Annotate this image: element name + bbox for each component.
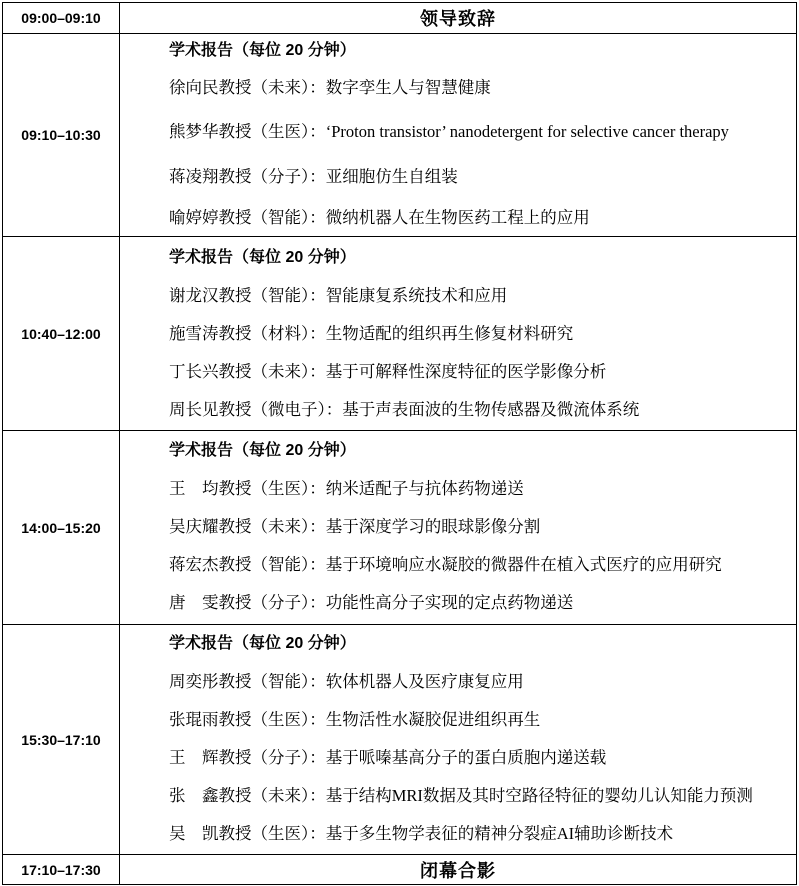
schedule-row	[3, 237, 796, 431]
session-title: 闭幕合影	[420, 860, 496, 881]
talk-item: 喻婷婷教授（智能）：微纳机器人在生物医药工程上的应用	[169, 208, 590, 227]
schedule-row	[3, 34, 796, 237]
session-heading: 学术报告（每位 20 分钟）	[169, 635, 356, 652]
time-cell: 09:10–10:30	[3, 34, 120, 236]
content-cell	[120, 34, 796, 236]
content-cell	[120, 431, 796, 624]
talk-item: 张琨雨教授（生医）：生物活性水凝胶促进组织再生	[169, 710, 541, 729]
talk-item: 蒋宏杰教授（智能）：基于环境响应水凝胶的微器件在植入式医疗的应用研究	[169, 555, 722, 574]
time-cell: 14:00–15:20	[3, 431, 120, 624]
talk-item: 周奕彤教授（智能）：软体机器人及医疗康复应用	[169, 672, 524, 691]
session-title: 领导致辞	[420, 9, 496, 29]
schedule-row	[3, 431, 796, 625]
talk-item: 吴庆耀教授（未来）：基于深度学习的眼球影像分割	[169, 517, 541, 536]
time-cell: 15:30–17:10	[3, 625, 120, 854]
talk-item: 唐 雯教授（分子）：功能性高分子实现的定点药物递送	[169, 593, 574, 612]
session-heading: 学术报告（每位 20 分钟）	[169, 442, 356, 459]
session-heading: 学术报告（每位 20 分钟）	[169, 249, 356, 266]
talk-item: 王 辉教授（分子）：基于哌嗪基高分子的蛋白质胞内递送载	[169, 748, 607, 767]
schedule-row	[3, 625, 796, 855]
content-cell	[120, 237, 796, 430]
time-cell: 10:40–12:00	[3, 237, 120, 430]
talk-item: 丁长兴教授（未来）：基于可解释性深度特征的医学影像分析	[169, 362, 607, 381]
schedule-row	[3, 855, 796, 884]
schedule-row	[3, 3, 796, 34]
talk-item: 施雪涛教授（材料）：生物适配的组织再生修复材料研究	[169, 324, 574, 343]
talk-item: 谢龙汉教授（智能）：智能康复系统技术和应用	[169, 286, 508, 305]
content-cell	[120, 625, 796, 854]
talk-item: 周长见教授（微电子）：基于声表面波的生物传感器及微流体系统	[169, 400, 640, 419]
talk-item: 张 鑫教授（未来）：基于结构MRI数据及其时空路径特征的婴幼儿认知能力预测	[169, 786, 753, 805]
session-heading: 学术报告（每位 20 分钟）	[169, 42, 356, 59]
talk-item: 吴 凯教授（生医）：基于多生物学表征的精神分裂症AI辅助诊断技术	[169, 824, 674, 843]
talk-item: 王 均教授（生医）：纳米适配子与抗体药物递送	[169, 479, 524, 498]
talk-item: 徐向民教授（未来）：数字孪生人与智慧健康	[169, 78, 491, 97]
time-cell: 09:00–09:10	[3, 3, 120, 33]
talk-item: 熊梦华教授（生医）：‘Proton transistor’ nanodetergent for selective cancer therapy	[169, 122, 729, 141]
talk-item: 蒋凌翔教授（分子）：亚细胞仿生自组装	[169, 167, 458, 186]
schedule-table	[2, 2, 797, 885]
time-cell: 17:10–17:30	[3, 855, 120, 884]
